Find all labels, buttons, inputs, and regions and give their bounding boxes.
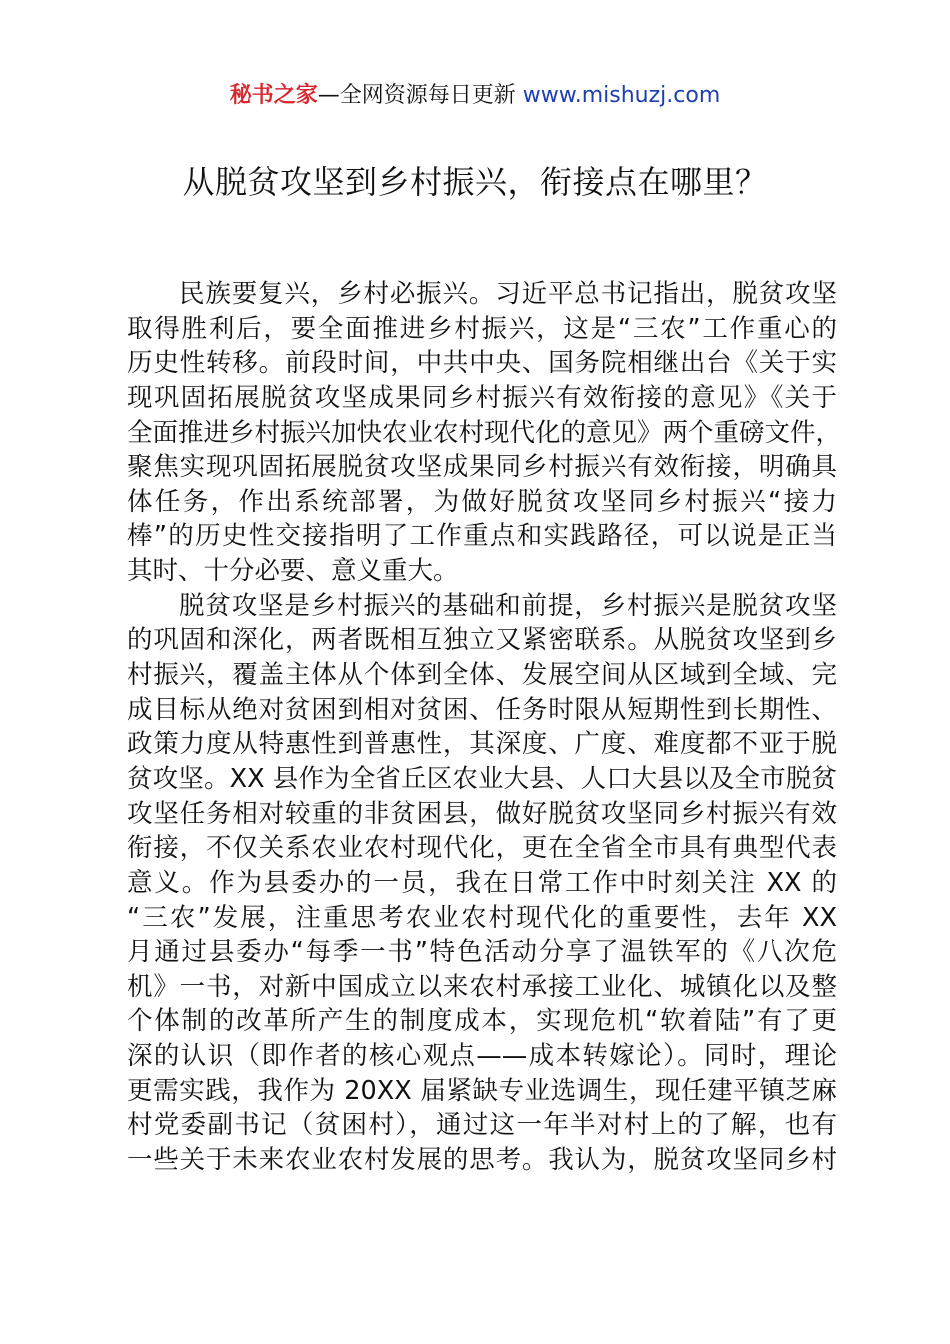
paragraph-line: 一些关于未来农业农村发展的思考。我认为，脱贫攻坚同乡村 [127,1145,837,1176]
paragraph-line: 聚焦实现巩固拓展脱贫攻坚成果同乡村振兴有效衔接，明确具 [127,452,837,483]
banner-separator: — [317,83,340,108]
paragraph-line: 体任务，作出系统部署，为做好脱贫攻坚同乡村振兴“接力 [127,486,837,517]
paragraph-1 [127,277,842,589]
paragraph-line: 机》一书，对新中国成立以来农村承接工业化、城镇化以及整 [127,971,837,1002]
paragraph-line: 更需实践，我作为 20XX 届紧缺专业选调生，现任建平镇芝麻 [127,1075,837,1106]
paragraph-line: 村振兴，覆盖主体从个体到全体、发展空间从区域到全域、完 [127,660,837,691]
paragraph-line: 村党委副书记（贫困村），通过这一年半对村上的了解，也有 [127,1110,837,1141]
paragraph-line: 脱贫攻坚是乡村振兴的基础和前提，乡村振兴是脱贫攻坚 [179,590,837,621]
document-title: 从脱贫攻坚到乡村振兴，衔接点在哪里？ [182,163,768,201]
document-body [127,277,842,1178]
paragraph-line: 全面推进乡村振兴加快农业农村现代化的意见》两个重磅文件， [127,417,842,448]
paragraph-line: 政策力度从特惠性到普惠性，其深度、广度、难度都不亚于脱 [127,729,837,760]
paragraph-2 [127,589,837,1178]
paragraph-line: 深的认识（即作者的核心观点——成本转嫁论）。同时，理论 [127,1041,837,1072]
site-tagline: 全网资源每日更新 [339,83,516,108]
paragraph-line: 成目标从绝对贫困到相对贫困、任务时限从短期性到长期性、 [127,694,837,725]
paragraph-line: 月通过县委办“每季一书”特色活动分享了温铁军的《八次危 [127,937,837,968]
paragraph-line: 民族要复兴，乡村必振兴。习近平总书记指出，脱贫攻坚 [179,279,837,309]
paragraph-line: 意义。作为县委办的一员，我在日常工作中时刻关注 XX 的 [127,867,837,898]
site-banner [0,82,950,110]
paragraph-line: 贫攻坚。XX 县作为全省丘区农业大县、人口大县以及全市脱贫 [127,763,837,794]
paragraph-line: 历史性转移。前段时间，中共中央、国务院相继出台《关于实 [127,348,837,379]
paragraph-line: 取得胜利后，要全面推进乡村振兴，这是“三农”工作重心的 [127,313,837,344]
paragraph-line: 现巩固拓展脱贫攻坚成果同乡村振兴有效衔接的意见》《关于 [127,382,837,413]
paragraph-line: 的巩固和深化，两者既相互独立又紧密联系。从脱贫攻坚到乡 [127,625,837,656]
site-url-link[interactable]: www.mishuzj.com [522,83,721,108]
paragraph-line: 个体制的改革所产生的制度成本，实现危机“软着陆”有了更 [127,1006,837,1037]
paragraph-line: 棒”的历史性交接指明了工作重点和实践路径，可以说是正当 [127,521,837,552]
paragraph-line: 衔接，不仅关系农业农村现代化，更在全省全市具有典型代表 [127,833,837,864]
paragraph-line: 攻坚任务相对较重的非贫困县，做好脱贫攻坚同乡村振兴有效 [127,798,837,829]
site-brand: 秘书之家 [229,83,318,108]
paragraph-line: 其时、十分必要、意义重大。 [127,556,459,587]
paragraph-line: “三农”发展，注重思考农业农村现代化的重要性，去年 XX [127,902,837,933]
